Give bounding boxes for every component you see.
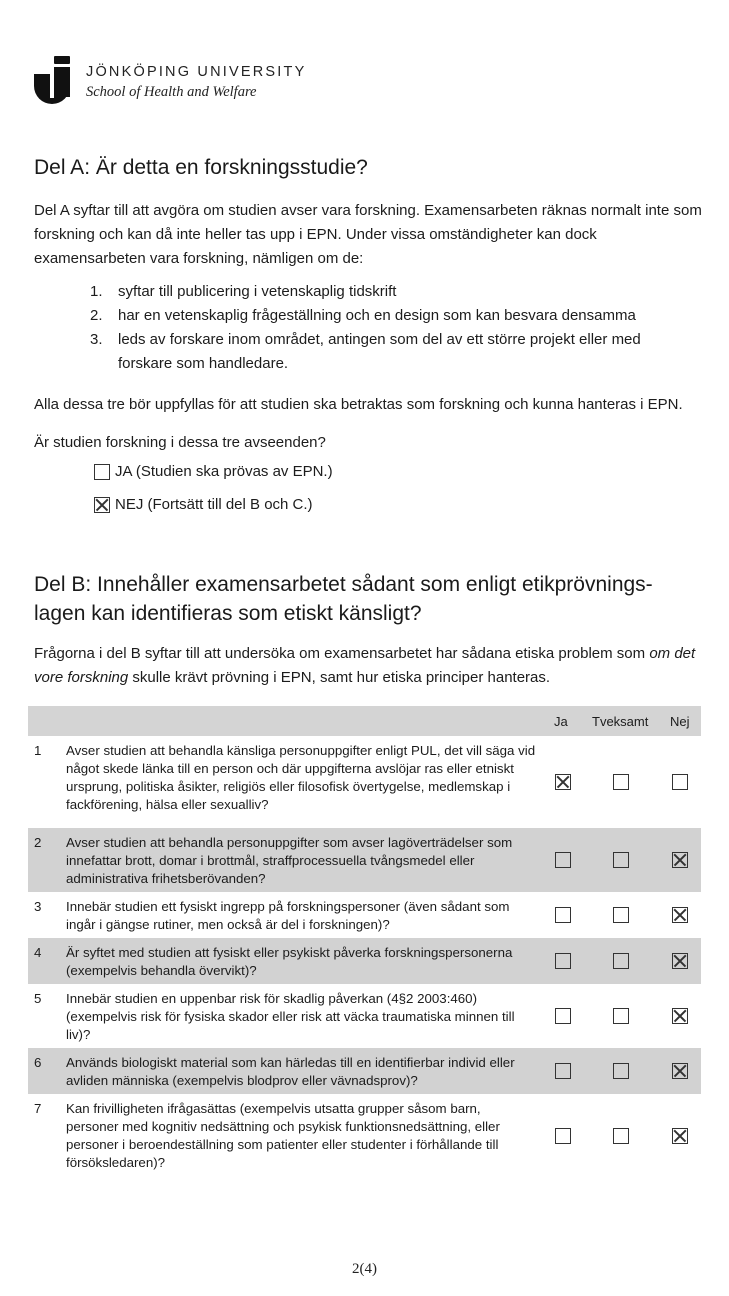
table-row (28, 736, 701, 828)
ethics-questions-table (28, 706, 701, 1178)
list-item: 3. leds av forskare inom området, antingen som del av ett större projekt eller med forskare som handledare. (90, 331, 641, 372)
question-number: 5 (34, 991, 42, 1006)
checkbox-tveksamt[interactable] (613, 852, 629, 868)
table-row (28, 984, 701, 1048)
checkbox-tveksamt[interactable] (613, 1128, 629, 1144)
checkbox-tveksamt[interactable] (613, 907, 629, 923)
table-row (28, 892, 701, 938)
checkbox-tveksamt[interactable] (613, 953, 629, 969)
part-a-conclusion: Alla dessa tre bör uppfyllas för att studien ska betraktas som forskning och kunna hanteras i EPN. (34, 396, 683, 413)
checkbox-ja[interactable] (555, 1063, 571, 1079)
question-number: 1 (34, 743, 42, 758)
checkbox-tveksamt[interactable] (613, 1063, 629, 1079)
checkbox-nej[interactable] (672, 1063, 688, 1079)
part-a-intro: Del A syftar till att avgöra om studien avser vara forskning. Examensarbeten räknas normalt inte som forskning och kan då inte heller tas upp i EPN. Under vissa omständigheter kan dock examensarbeten vara forskning, nämligen om de: (34, 202, 702, 267)
option-ja[interactable] (94, 463, 333, 480)
table-row (28, 1048, 701, 1094)
question-number: 3 (34, 899, 42, 914)
university-name: JÖNKÖPING UNIVERSITY (86, 64, 307, 80)
part-b-intro: Frågorna i del B syftar till att undersöka om examensarbetet har sådana etiska problem som om det vore forskning skulle krävt prövning i EPN, samt hur etiska principer hanteras. (34, 645, 696, 686)
checkbox-ja[interactable] (555, 907, 571, 923)
question-number: 7 (34, 1101, 42, 1116)
part-a-heading: Del A: Är detta en forskningsstudie? (34, 156, 368, 179)
column-ja: Ja (554, 714, 568, 729)
checkbox-tveksamt[interactable] (613, 774, 629, 790)
list-item: 2. har en vetenskaplig frågeställning och en design som kan besvara densamma (90, 307, 636, 324)
question-text: Kan frivilligheten ifrågasättas (exempelvis utsatta grupper såsom barn, personer med kognitiv nedsättning och psykisk funktionsnedsättning, eller personer i beroendeställning som patienter eller studenter i förhållande till försöksledaren)? (66, 1101, 500, 1170)
list-item: 1. syftar till publicering i vetenskaplig tidskrift (90, 283, 397, 300)
option-ja-label: JA (Studien ska prövas av EPN.) (115, 463, 333, 480)
table-row (28, 1094, 701, 1178)
question-number: 4 (34, 945, 42, 960)
question-text: Avser studien att behandla känsliga personuppgifter enligt PUL, det vill säga vid något skede länka till en person och där uppgifterna avslöjar ras eller etniskt ursprung, politiska åsikter, religiös eller filosofisk övertygelse, medlemskap i fackförening, hälsa eller sexualliv? (66, 743, 536, 812)
checkbox-nej[interactable] (672, 852, 688, 868)
checkbox-nej[interactable] (672, 953, 688, 969)
checkbox-ja[interactable] (555, 1008, 571, 1024)
checkbox-nej[interactable] (672, 774, 688, 790)
question-text: Avser studien att behandla personuppgifter som avser lagöverträdelser som innefattar brott, domar i brottmål, straffprocessuella tvångsmedel eller administrativa frihetsberövanden? (66, 835, 513, 886)
option-nej-label: NEJ (Fortsätt till del B och C.) (115, 496, 313, 513)
column-nej: Nej (670, 714, 690, 729)
option-nej[interactable] (94, 496, 313, 513)
question-text: Innebär studien en uppenbar risk för skadlig påverkan (4§2 2003:460) (exempelvis risk för fysiska skador eller risk att väcka traumatiska minnen till liv)? (66, 991, 515, 1042)
checkbox-tveksamt[interactable] (613, 1008, 629, 1024)
question-text: Är syftet med studien att fysiskt eller psykiskt påverka forskningspersonerna (exempelvis behandla övervikt)? (66, 945, 513, 978)
question-number: 6 (34, 1055, 42, 1070)
school-name: School of Health and Welfare (86, 84, 257, 100)
question-text: Används biologiskt material som kan härledas till en identifierbar individ eller avliden människa (exempelvis blodprov eller vävnadsprov)? (66, 1055, 515, 1088)
part-b-heading: Del B: Innehåller examensarbetet sådant som enligt etikprövnings-lagen kan identifieras som etiskt känsligt? (34, 573, 653, 625)
column-tveksamt: Tveksamt (592, 714, 649, 729)
question-number: 2 (34, 835, 42, 850)
criteria-list (90, 280, 690, 376)
checkbox-ja[interactable] (555, 1128, 571, 1144)
checkbox-nej[interactable] (672, 907, 688, 923)
question-text: Innebär studien ett fysiskt ingrepp på forskningspersoner (även sådant som ingår i gängse rutiner, men också är del i forskningen)? (66, 899, 510, 932)
checkbox-nej[interactable] (672, 1008, 688, 1024)
checkbox-nej[interactable] (94, 497, 110, 513)
checkbox-ja[interactable] (555, 852, 571, 868)
table-header (28, 706, 701, 736)
ju-logo-icon (34, 56, 74, 104)
part-a-question: Är studien forskning i dessa tre avseenden? (34, 434, 326, 451)
table-row (28, 828, 701, 892)
checkbox-ja[interactable] (94, 464, 110, 480)
page-number: 2(4) (352, 1261, 377, 1277)
table-row (28, 938, 701, 984)
checkbox-ja[interactable] (555, 774, 571, 790)
checkbox-ja[interactable] (555, 953, 571, 969)
checkbox-nej[interactable] (672, 1128, 688, 1144)
